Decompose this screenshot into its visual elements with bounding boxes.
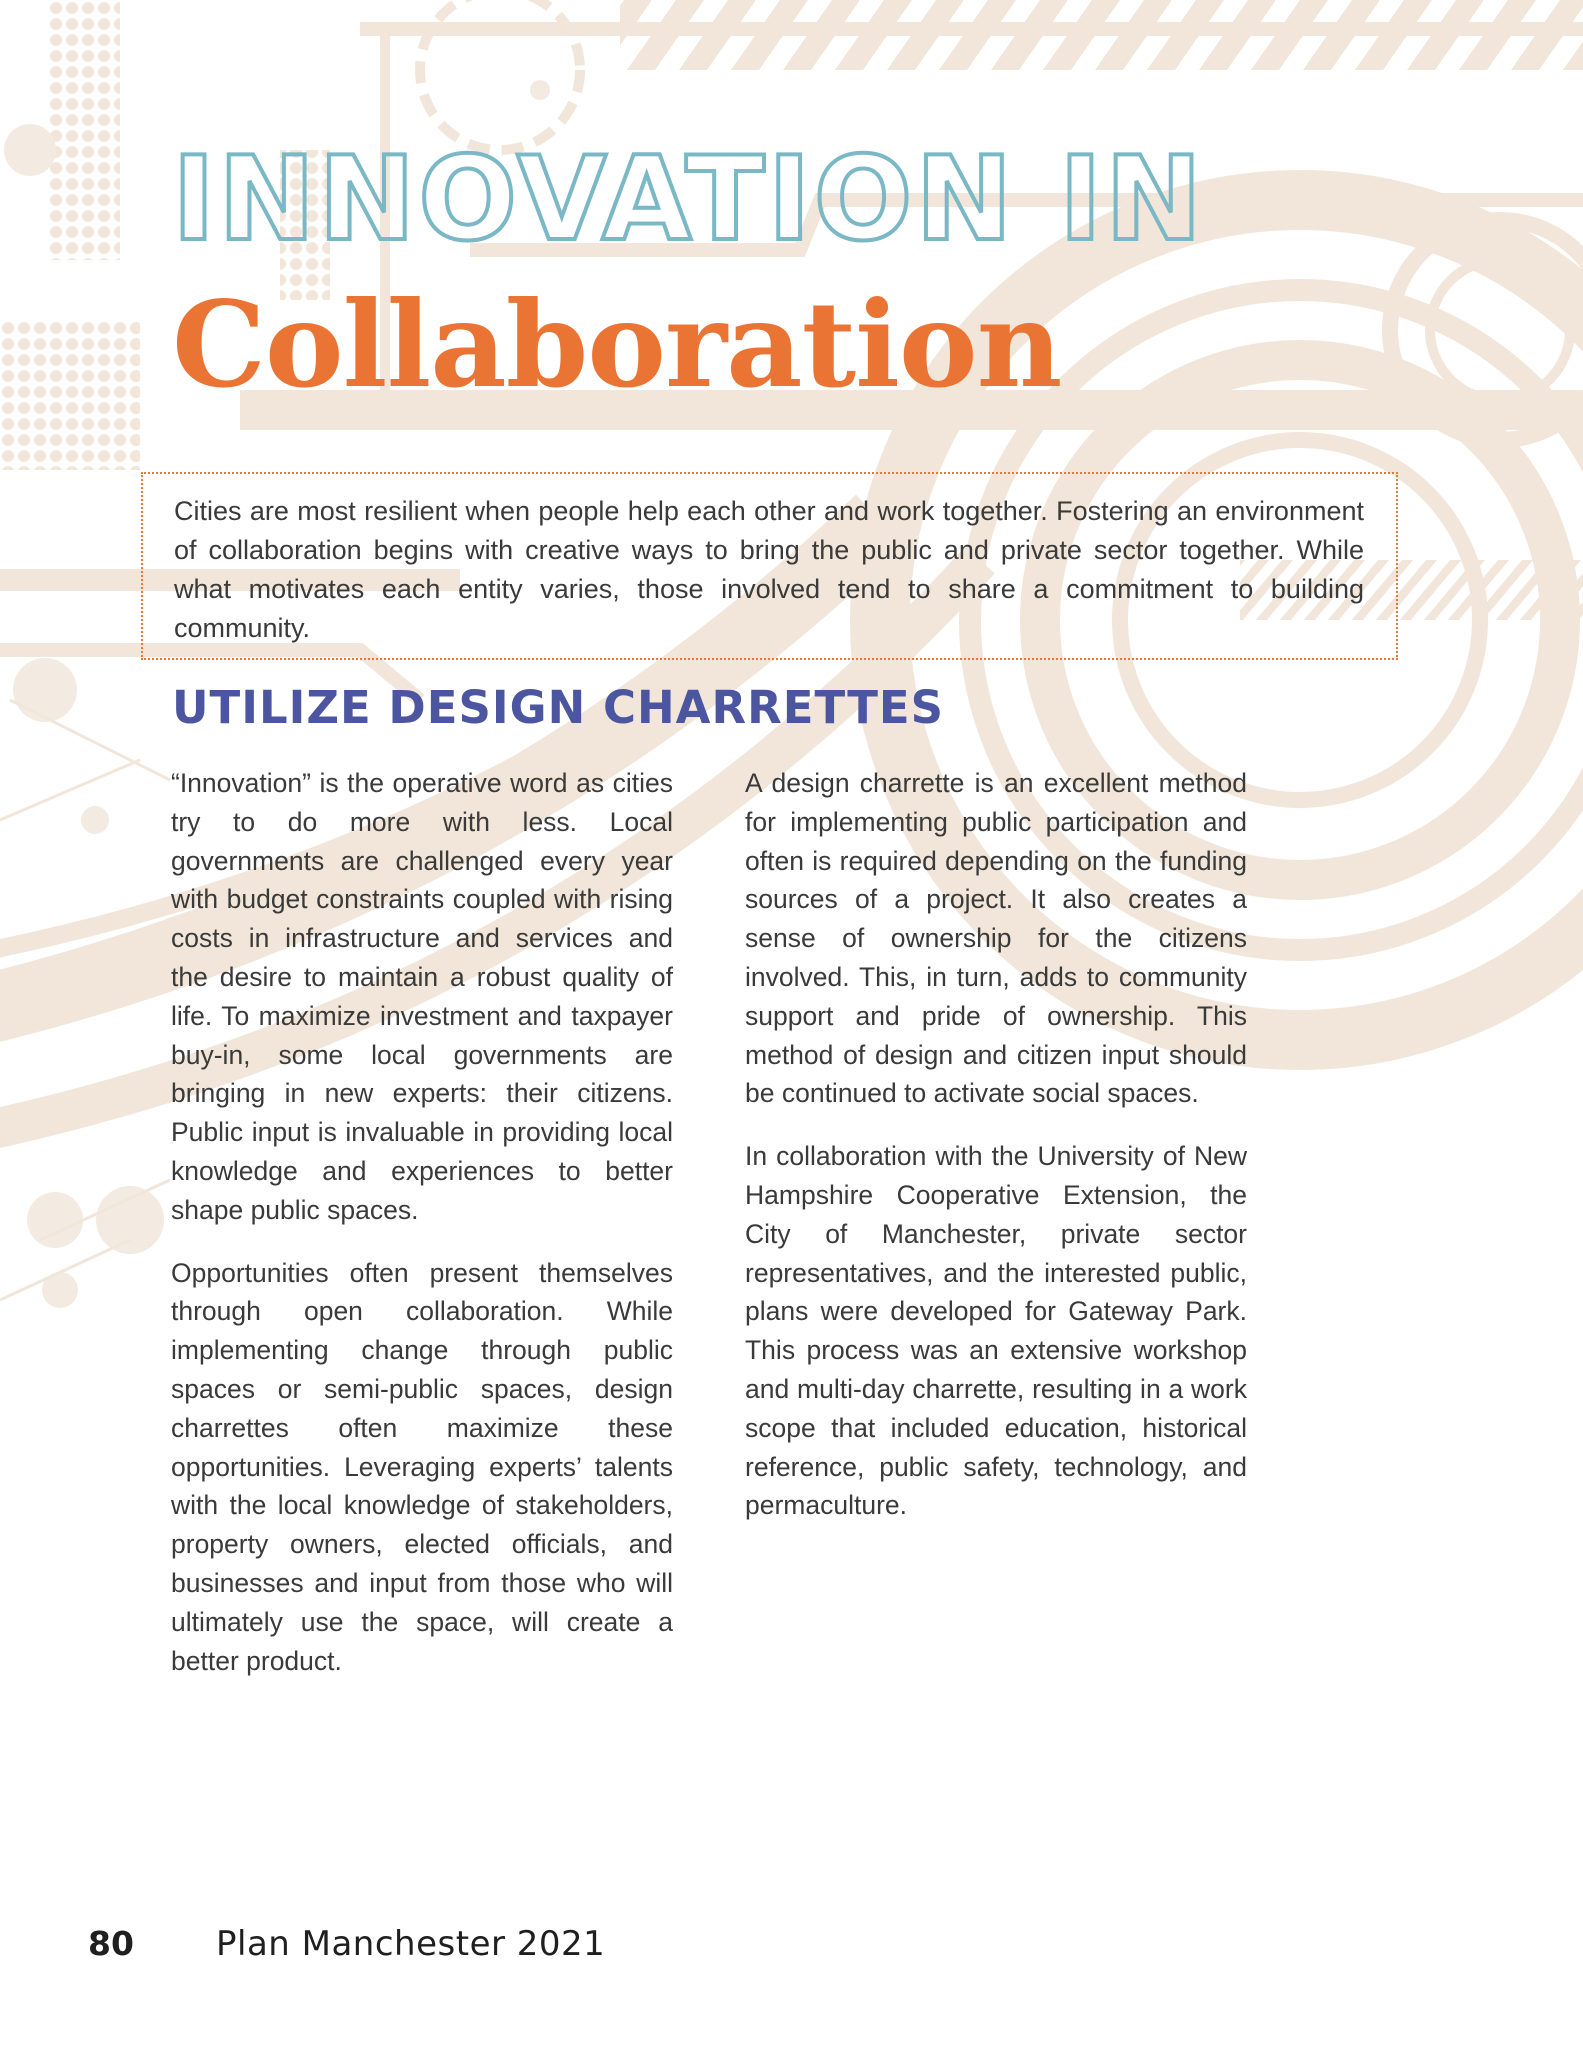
title-line-collaboration: Collaboration xyxy=(172,275,1062,414)
left-column xyxy=(171,764,673,1704)
section-heading: UTILIZE DESIGN CHARRETTES xyxy=(172,681,945,734)
intro-callout-box xyxy=(141,472,1398,660)
document-title: Plan Manchester 2021 xyxy=(216,1924,606,1964)
title-line-innovation-in: INNOVATION IN xyxy=(172,132,1206,267)
left-paragraph-2: Opportunities often present themselves through open collaboration. While implementing change through public spaces or semi-public spaces, design charrettes often maximize these opportunities. Leveraging experts’ talents with the local knowledge of stakeholders, property owners, elected officials, and businesses and input from those who will ultimately use the space, will create a better product. xyxy=(171,1257,673,1676)
page-number: 80 xyxy=(88,1924,134,1963)
right-paragraph-2: In collaboration with the University of New Hampshire Cooperative Extension, the City of Manchester, private sector representatives, and the interested public, plans were developed for Gateway Park. This process was an extensive workshop and multi-day charrette, resulting in a work scope that included education, historical reference, public safety, technology, and permaculture. xyxy=(745,1141,1247,1521)
intro-paragraph: Cities are most resilient when people help each other and work together. Fostering an environment of collaboration begins with creative ways to bring the public and private sector together. While what motivates each entity varies, those involved tend to share a commitment to building community. xyxy=(174,496,1364,643)
right-paragraph-1: A design charrette is an excellent method for implementing public participation and often is required depending on the funding sources of a project. It also creates a sense of ownership for the citizens involved. This, in turn, adds to community support and pride of ownership. This method of design and citizen input should be continued to activate social spaces. xyxy=(745,768,1247,1109)
left-paragraph-1: “Innovation” is the operative word as cities try to do more with less. Local governments are challenged every year with budget constraints coupled with rising costs in infrastructure and services and the desire to maintain a robust quality of life. To maximize investment and taxpayer buy-in, some local governments are bringing in new experts: their citizens. Public input is invaluable in providing local knowledge and experiences to better shape public spaces. xyxy=(171,768,673,1225)
right-column xyxy=(745,764,1247,1549)
